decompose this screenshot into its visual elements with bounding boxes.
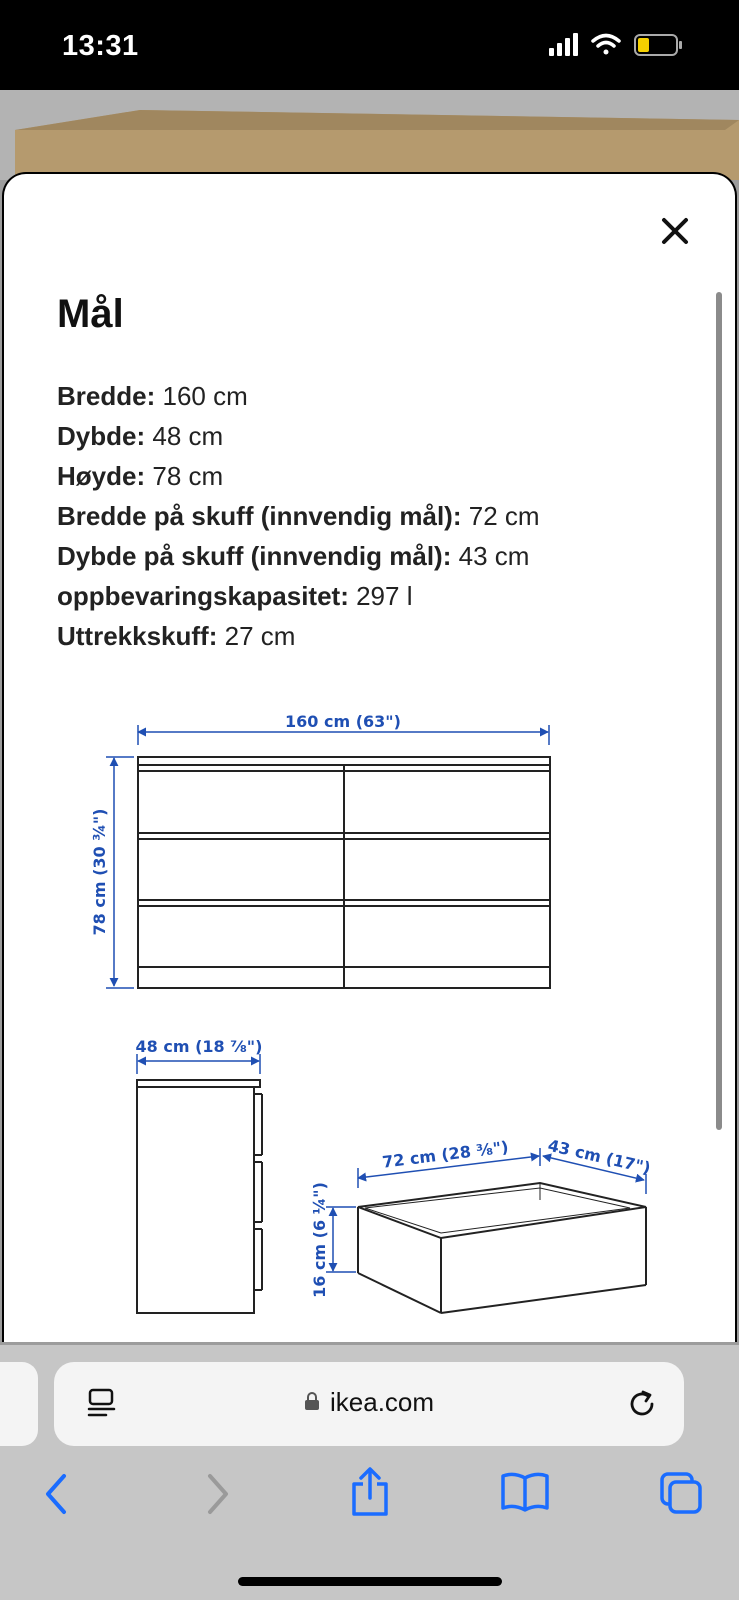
spec-value: 78 cm xyxy=(152,461,224,491)
drawer-view xyxy=(358,1183,646,1313)
spec-value: 48 cm xyxy=(152,421,224,451)
spec-label: oppbevaringskapasitet: xyxy=(57,581,349,611)
spec-value: 72 cm xyxy=(468,501,540,531)
previous-tab-preview[interactable] xyxy=(0,1362,38,1446)
reload-icon[interactable] xyxy=(624,1386,660,1422)
spec-label: Høyde: xyxy=(57,461,146,491)
drawer-height-label: 16 cm (6 ¼") xyxy=(310,1182,329,1298)
lock-icon xyxy=(304,1391,320,1411)
bookmarks-icon[interactable] xyxy=(500,1470,550,1514)
url-text[interactable]: ikea.com xyxy=(330,1387,435,1417)
tabs-icon[interactable] xyxy=(658,1470,704,1516)
chest-front-view xyxy=(138,757,550,988)
height-label: 78 cm (30 ¾") xyxy=(90,808,109,936)
page-title: Mål xyxy=(57,292,124,336)
forward-icon[interactable] xyxy=(196,1472,236,1516)
drawer-width-label: 72 cm (28 ⅜") xyxy=(381,1137,510,1172)
spec-value: 297 l xyxy=(356,581,413,611)
width-label: 160 cm (63") xyxy=(285,712,401,731)
spec-label: Dybde på skuff (innvendig mål): xyxy=(57,541,452,571)
status-time: 13:31 xyxy=(62,30,139,62)
spec-label: Bredde: xyxy=(57,381,156,411)
drawer-depth-label: 43 cm (17") xyxy=(546,1135,653,1178)
spec-label: Dybde: xyxy=(57,421,146,451)
spec-value: 27 cm xyxy=(224,621,296,651)
depth-label: 48 cm (18 ⅞") xyxy=(135,1037,263,1056)
spec-label: Uttrekkskuff: xyxy=(57,621,218,651)
home-indicator[interactable] xyxy=(238,1577,502,1586)
chest-side-view xyxy=(137,1080,262,1313)
reader-menu-icon[interactable] xyxy=(86,1388,118,1418)
spec-value: 43 cm xyxy=(458,541,530,571)
share-icon[interactable] xyxy=(348,1466,392,1518)
spec-label: Bredde på skuff (innvendig mål): xyxy=(57,501,462,531)
back-icon[interactable] xyxy=(38,1472,78,1516)
spec-value: 160 cm xyxy=(162,381,248,411)
